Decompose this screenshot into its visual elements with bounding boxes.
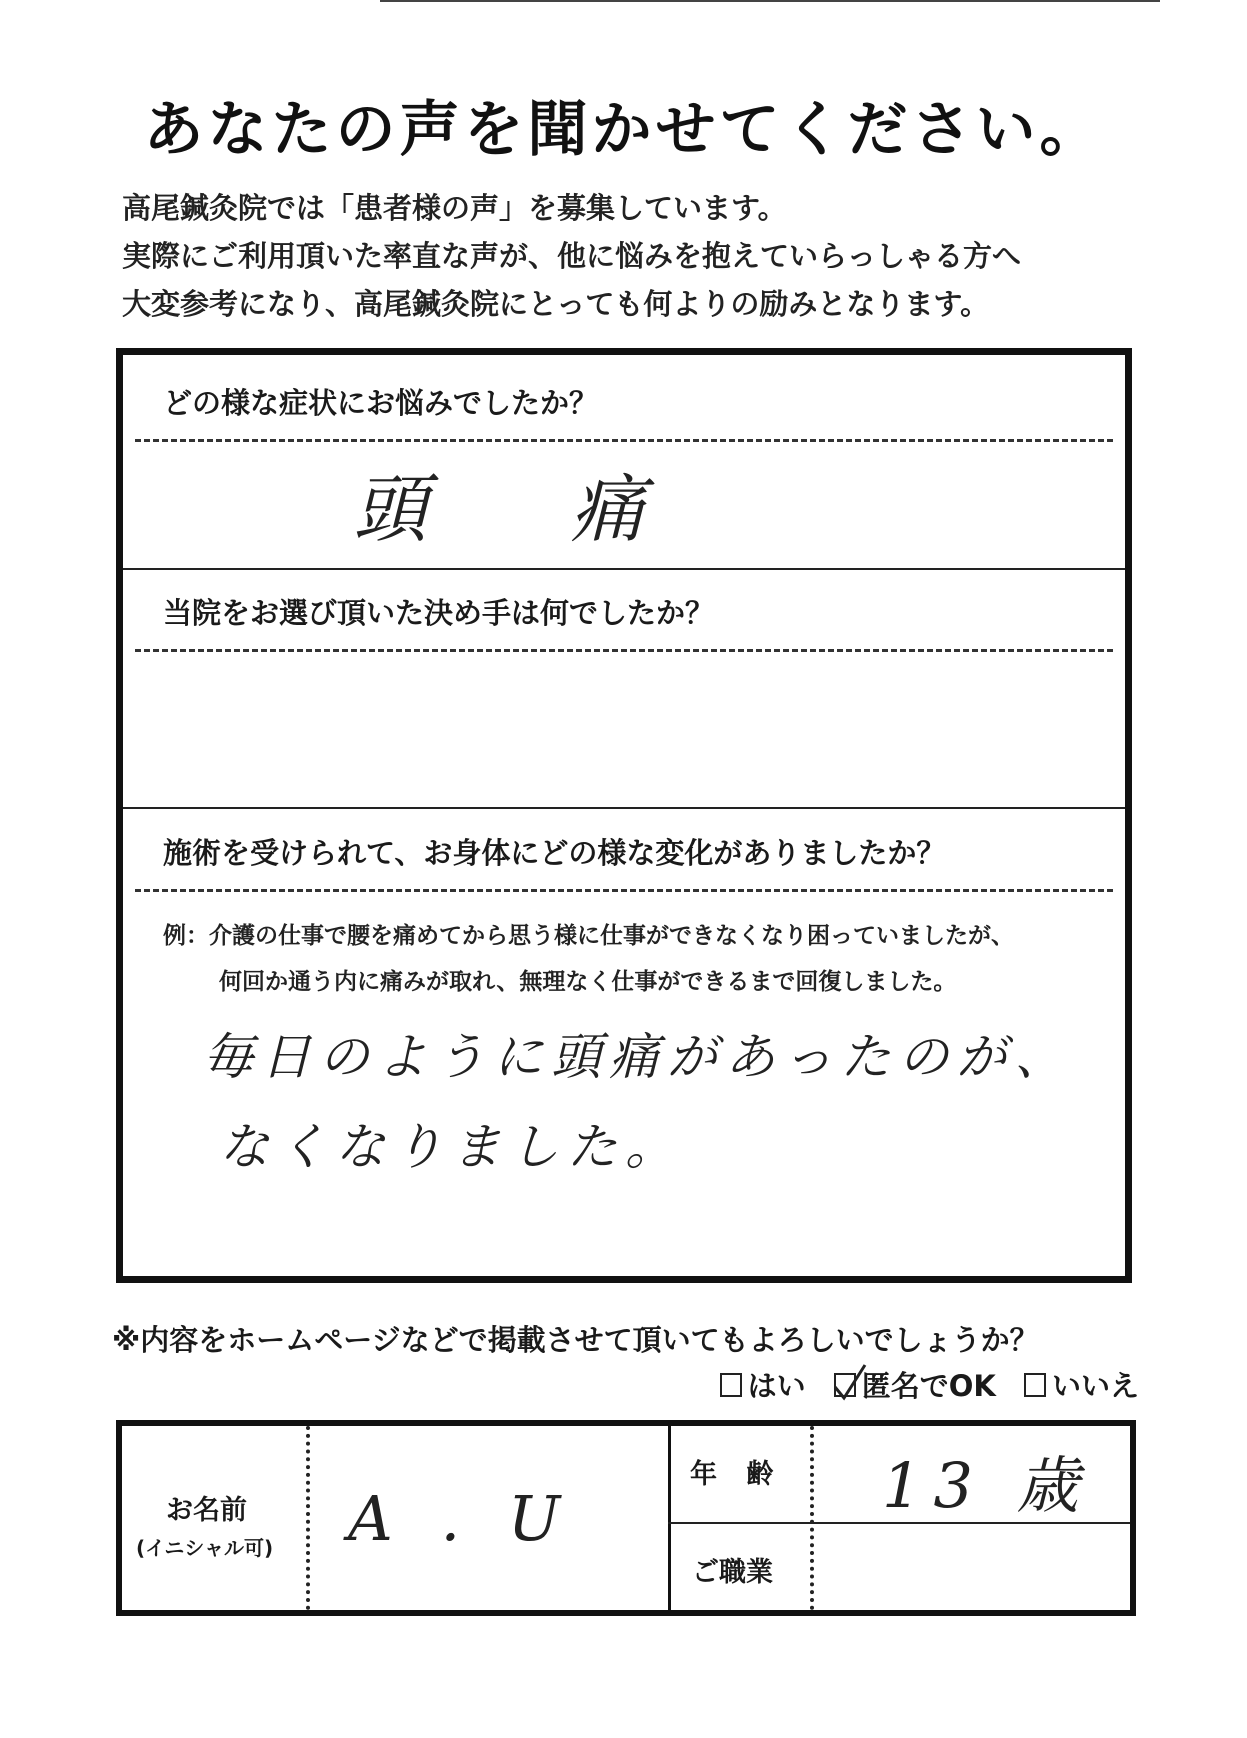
name-sublabel: (イニシャル可) [136, 1536, 274, 1560]
example-line-1: 例：介護の仕事で腰を痛めてから思う様に仕事ができなくなり困っていましたが、 [163, 923, 1014, 949]
dashed-divider [135, 649, 1113, 652]
option-no[interactable] [1024, 1364, 1139, 1405]
column-divider [668, 1426, 671, 1610]
age-label: 年 齢 [690, 1459, 784, 1490]
reason-question: 当院をお選び頂いた決め手は何でしたか？ [163, 596, 715, 630]
dotted-divider [810, 1426, 814, 1610]
intro-line-2: 実際にご利用頂いた率直な声が、他に悩みを抱えていらっしゃる方へ [122, 239, 1022, 273]
intro-line-1: 高尾鍼灸院では「患者様の声」を募集しています。 [122, 191, 787, 225]
change-answer-line-2[interactable]: なくなりました。 [219, 1118, 683, 1176]
age-value[interactable]: 13 歳 [882, 1449, 1091, 1522]
name-value[interactable]: A . U [348, 1482, 575, 1555]
symptom-question: どの様な症状にお悩みでしたか？ [163, 386, 599, 420]
publish-consent-options [702, 1364, 1139, 1405]
questionnaire-box [116, 348, 1132, 1283]
option-yes[interactable] [720, 1364, 806, 1405]
section-divider [123, 807, 1125, 809]
no-checkbox[interactable] [1024, 1373, 1046, 1397]
publish-consent-question: ※内容をホームページなどで掲載させて頂いてもよろしいでしょうか？ [112, 1323, 1039, 1357]
change-answer-line-1[interactable]: 毎日のように頭痛があったのが、 [203, 1028, 1073, 1086]
example-line-2: 何回か通う内に痛みが取れ、無理なく仕事ができるまで回復しました。 [219, 969, 957, 995]
top-edge-line [380, 0, 1160, 2]
name-label: お名前 [166, 1495, 247, 1526]
option-yes-label: はい [747, 1369, 806, 1403]
anonymous-checkbox[interactable] [834, 1373, 856, 1397]
intro-text [122, 184, 1202, 328]
check-mark-icon [832, 1363, 868, 1403]
row-divider [668, 1522, 1130, 1524]
respondent-info-box [116, 1420, 1136, 1616]
option-anonymous[interactable] [834, 1364, 996, 1405]
dashed-divider [135, 439, 1113, 442]
section-divider [123, 568, 1125, 570]
job-label: ご職業 [692, 1557, 773, 1588]
page-title: あなたの声を聞かせてください。 [143, 95, 1104, 165]
change-question: 施術を受けられて、お身体にどの様な変化がありましたか？ [163, 836, 946, 870]
intro-line-3: 大変参考になり、高尾鍼灸院にとっても何よりの励みとなります。 [122, 287, 990, 321]
symptom-answer[interactable]: 頭 痛 [353, 467, 705, 553]
dashed-divider [135, 889, 1113, 892]
option-anonymous-label: 匿名でOK [861, 1369, 996, 1403]
dotted-divider [306, 1426, 310, 1610]
yes-checkbox[interactable] [720, 1373, 742, 1397]
option-no-label: いいえ [1051, 1369, 1139, 1403]
